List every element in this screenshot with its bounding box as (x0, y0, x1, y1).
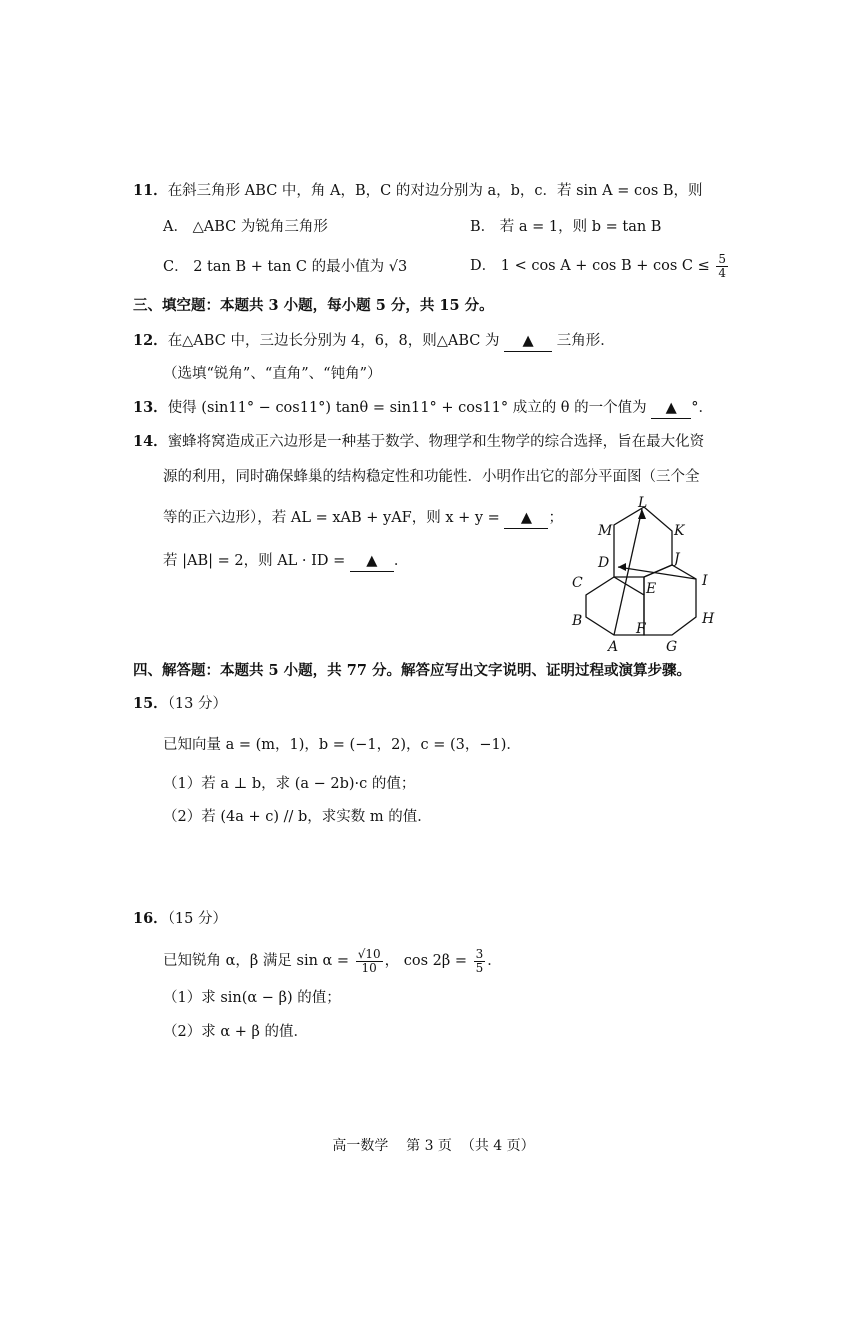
q12-text-a: 在△ABC 中，三边长分别为 4，6，8，则△ABC 为 (167, 333, 500, 349)
arrow-head-d (618, 563, 626, 571)
q16-given-b: ， cos 2β = (384, 953, 467, 969)
q14-blank-2: ▲ (350, 551, 394, 572)
label-a: A (608, 639, 619, 655)
q15-number: 15． (133, 695, 168, 712)
q14-line3-end: ； (548, 510, 563, 526)
frac-den: 4 (718, 265, 726, 280)
q15-given: 已知向量 a = (m，1)，b = (−1，2)，c = (3，−1)． (163, 737, 521, 753)
label-f: F (636, 621, 646, 637)
q13-number: 13． (133, 399, 168, 416)
label-m: M (598, 523, 613, 539)
q15-score: （13 分） (167, 696, 227, 712)
q11-option-d-fraction (716, 253, 728, 280)
frac-num: 3 (475, 946, 484, 961)
label-h: H (702, 611, 715, 627)
q11-stem-text: 在斜三角形 ABC 中，角 A，B，C 的对边分别为 a，b，c．若 sin A = cos B，则 (167, 183, 703, 199)
label-i: I (702, 573, 708, 589)
q11-option-b: B． 若 a = 1，则 b = tan B (470, 219, 662, 235)
q16-score: （15 分） (167, 911, 227, 927)
q13-text-a: 使得 (sin11° − cos11°) tanθ = sin11° + cos11° 成立的 θ 的一个值为 (167, 400, 647, 416)
q14-line1 (133, 432, 704, 452)
q13-text-b: °． (691, 400, 713, 416)
q16-header (133, 909, 227, 929)
q14-line4 (163, 551, 408, 572)
q14-line3-text: 等的正六边形），若 AL = xAB + yAF，则 x + y = (163, 510, 500, 526)
q14-line2: 源的利用，同时确保蜂巢的结构稳定性和功能性．小明作出它的部分平面图（三个全 (163, 469, 700, 485)
q11-option-a: A． △ABC 为锐角三角形 (163, 219, 328, 235)
q16-part2: （2）求 α + β 的值． (163, 1024, 308, 1040)
label-k: K (674, 523, 685, 539)
q16-given-a: 已知锐角 α，β 满足 sin α = (163, 953, 350, 969)
label-j: J (674, 551, 680, 567)
q11-option-c: C． 2 tan B + tan C 的最小值为 √3 (163, 259, 408, 275)
label-c: C (572, 575, 583, 591)
q14-line3 (163, 508, 563, 529)
label-e: E (646, 581, 657, 597)
frac-num: 5 (718, 251, 726, 266)
q11-number: 11． (133, 182, 168, 199)
frac-den: 5 (475, 960, 484, 975)
section-4-heading: 四、解答题：本题共 5 小题，共 77 分。解答应写出文字说明、证明过程或演算步骤。 (133, 662, 691, 679)
page-footer: 高一数学 第 3 页 （共 4 页） (332, 1138, 535, 1154)
q11-option-d-text: D． 1 < cos A + cos B + cos C ≤ (470, 258, 710, 274)
q16-sin-fraction (356, 948, 383, 975)
q14-line1-text: 蜜蜂将窝造成正六边形是一种基于数学、物理学和生物学的综合选择，旨在最大化资 (167, 434, 705, 450)
vector-al (614, 509, 642, 635)
q14-line4-end: ． (393, 553, 409, 569)
q16-cos-fraction (474, 948, 486, 975)
q14-line4-text: 若 |AB| = 2，则 AL · ID = (163, 553, 346, 569)
q15-header (133, 694, 227, 714)
frac-den: 10 (361, 960, 377, 975)
q14-number: 14． (133, 433, 168, 450)
q15-part2: （2）若 (4a + c) // b，求实数 m 的值． (163, 809, 432, 825)
q15-part1: （1）若 a ⊥ b，求 (a − 2b)·c 的值； (163, 776, 416, 792)
label-g: G (666, 639, 678, 655)
q12-blank: ▲ (504, 331, 552, 352)
q12-hint: （选填“锐角”、“直角”、“钝角”） (163, 366, 382, 382)
q12-text-b: 三角形． (556, 333, 615, 349)
frac-num: √10 (357, 946, 381, 961)
q13-text (133, 398, 713, 419)
honeycomb-figure (560, 495, 730, 655)
section-3-heading: 三、填空题：本题共 3 小题，每小题 5 分，共 15 分。 (133, 297, 494, 314)
q13-blank: ▲ (651, 398, 691, 419)
label-d: D (598, 555, 610, 571)
q16-given (163, 945, 502, 977)
label-b: B (572, 613, 583, 629)
q14-blank-1: ▲ (504, 508, 548, 529)
q12-number: 12． (133, 332, 168, 349)
q11-option-d (470, 250, 730, 282)
q16-part1: （1）求 sin(α − β) 的值； (163, 990, 341, 1006)
q11-stem (133, 181, 703, 201)
label-l: L (638, 495, 648, 511)
q16-number: 16． (133, 910, 168, 927)
q12-text (133, 331, 615, 352)
q16-given-c: ． (487, 953, 502, 969)
